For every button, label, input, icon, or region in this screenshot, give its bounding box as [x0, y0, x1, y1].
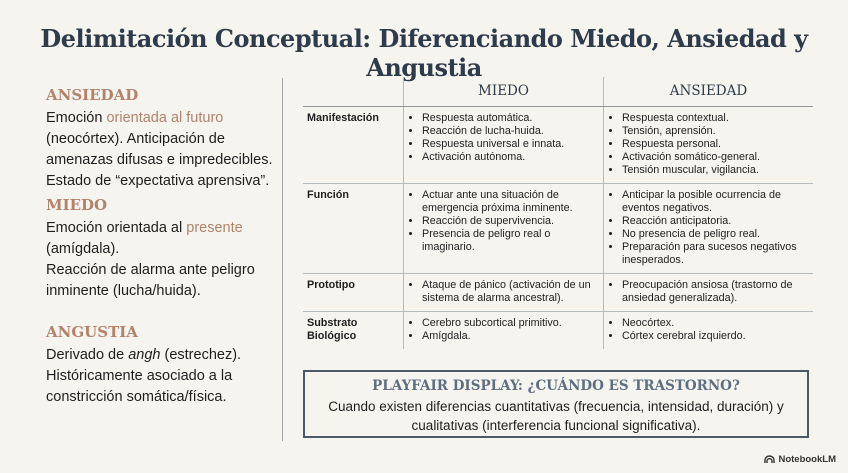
row-label-manifestacion: Manifestación	[303, 107, 404, 184]
ansiedad-highlight: orientada al futuro	[106, 110, 224, 126]
ansiedad-text-1: Emoción	[46, 110, 107, 126]
list-item: • Reacción de supervivencia.	[422, 215, 599, 228]
miedo-text-1: Emoción orientada al	[46, 220, 187, 236]
callout-text: Cuando existen diferencias cuantitativas (frecuencia, intensidad, duración) y cualitativas (interferencia funcional significativa).	[328, 399, 784, 433]
cell-ansiedad	[604, 184, 814, 274]
list-item: • Tensión, aprensión.	[622, 125, 809, 138]
ansiedad-heading: ANSIEDAD	[46, 86, 139, 104]
ansiedad-text-2: (neocórtex). Anticipación de amenazas difusas e impredecibles.	[46, 131, 273, 168]
list-item: • Activación somático-general.	[622, 151, 809, 164]
cell-ansiedad	[604, 107, 814, 184]
list-item: • Preparación para sucesos negativos inesperados.	[622, 241, 809, 267]
list-item: • Cerebro subcortical primitivo.	[422, 317, 599, 330]
ansiedad-description	[46, 108, 278, 171]
cell-ansiedad	[604, 312, 814, 350]
list-item: • Ataque de pánico (activación de un sistema de alarma ancestral).	[422, 279, 599, 305]
list-item: • Actuar ante una situación de emergencia próxima inminente.	[422, 189, 599, 215]
header-ansiedad: ANSIEDAD	[604, 77, 814, 107]
angustia-text-2: (estrechez). Históricamente asociado a la constricción somática/física.	[46, 347, 242, 405]
miedo-heading: MIEDO	[46, 196, 108, 214]
table-row	[303, 312, 813, 350]
header-empty	[303, 77, 404, 107]
miedo-text-2: (amígdala).	[46, 241, 120, 257]
notebooklm-watermark	[764, 454, 836, 465]
header-miedo: MIEDO	[404, 77, 604, 107]
list-item: • Presencia de peligro real o imaginario.	[422, 228, 599, 254]
ansiedad-state: Estado de “expectativa aprensiva”.	[46, 173, 270, 189]
list-item: • Respuesta contextual.	[622, 112, 809, 125]
notebooklm-logo-icon	[764, 455, 775, 464]
list-item: • Amígdala.	[422, 330, 599, 343]
comparison-table	[303, 77, 813, 349]
angustia-term: angh	[128, 347, 161, 363]
disorder-callout-box	[303, 370, 809, 438]
table-header-row	[303, 77, 813, 107]
callout-title: PLAYFAIR DISPLAY: ¿CUÁNDO ES TRASTORNO?	[372, 378, 740, 394]
row-label-substrato: Substrato Biológico	[303, 312, 404, 350]
list-item: • No presencia de peligro real.	[622, 228, 809, 241]
angustia-text-1: Derivado de	[46, 347, 129, 363]
list-item: • Respuesta personal.	[622, 138, 809, 151]
left-panel	[46, 86, 278, 408]
list-item: • Neocórtex.	[622, 317, 809, 330]
list-item: • Reacción anticipatoria.	[622, 215, 809, 228]
list-item: • Reacción de lucha-huida.	[422, 125, 599, 138]
row-label-funcion: Función	[303, 184, 404, 274]
cell-miedo	[404, 184, 604, 274]
table-row	[303, 184, 813, 274]
row-label-prototipo: Prototipo	[303, 274, 404, 312]
cell-miedo	[404, 274, 604, 312]
table-row	[303, 107, 813, 184]
brand-label: NotebookLM	[778, 454, 836, 465]
list-item: • Preocupación ansiosa (trastorno de ansiedad generalizada).	[622, 279, 809, 305]
cell-miedo	[404, 312, 604, 350]
miedo-reaction: Reacción de alarma ante peligro inminente (lucha/huida).	[46, 262, 255, 299]
angustia-heading: ANGUSTIA	[46, 323, 138, 341]
column-divider	[282, 78, 283, 441]
miedo-highlight: presente	[186, 220, 243, 236]
list-item: • Respuesta automática.	[422, 112, 599, 125]
table-row	[303, 274, 813, 312]
cell-miedo	[404, 107, 604, 184]
list-item: • Tensión muscular, vigilancia.	[622, 164, 809, 177]
list-item: • Anticipar la posible ocurrencia de eventos negativos.	[622, 189, 809, 215]
miedo-description	[46, 218, 278, 260]
list-item: • Córtex cerebral izquierdo.	[622, 330, 809, 343]
page-title: Delimitación Conceptual: Diferenciando Miedo, Ansiedad y Angustia	[40, 24, 808, 82]
cell-ansiedad	[604, 274, 814, 312]
list-item: • Respuesta universal e innata.	[422, 138, 599, 151]
angustia-description	[46, 345, 278, 408]
list-item: • Activación autónoma.	[422, 151, 599, 164]
